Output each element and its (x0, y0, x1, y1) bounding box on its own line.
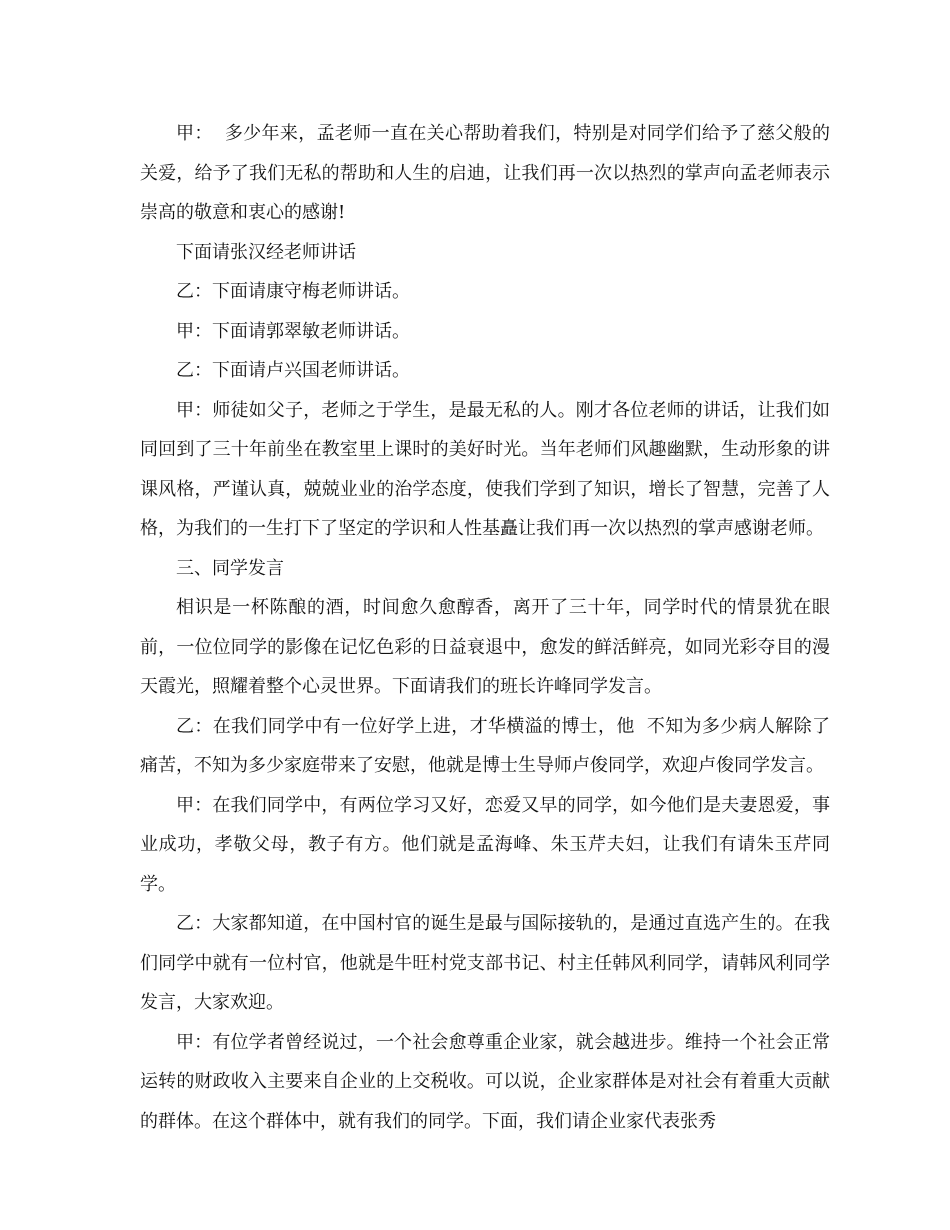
paragraph-5: 乙：下面请卢兴国老师讲话。 (176, 360, 410, 381)
paragraph-1: 甲： 多少年来，孟老师一直在关心帮助着我们，特别是对同学们给予了慈父般的关爱，给予了我们无私的帮助和人生的启迪，让我们再一次以热烈的掌声向孟老师表示崇高的敬意和衷心的感谢! (140, 123, 830, 223)
section-heading: 三、同学发言 (176, 557, 284, 579)
paragraph-4: 甲：下面请郭翠敏老师讲话。 (176, 320, 410, 342)
paragraph-3: 乙：下面请康守梅老师讲话。 (176, 281, 410, 302)
document-body (140, 114, 830, 1141)
paragraph-10: 甲：在我们同学中，有两位学习又好，恋爱又早的同学，如今他们是夫妻恩爱，事业成功，孝敬父母，教子有方。他们就是孟海峰、朱玉芹夫妇，让我们有请朱玉芹同学。 (140, 794, 830, 895)
paragraph-2: 下面请张汉经老师讲话 (176, 241, 356, 263)
paragraph-11: 乙：大家都知道，在中国村官的诞生是最与国际接轨的，是通过直选产生的。在我们同学中就有一位村官，他就是牛旺村党支部书记、村主任韩风利同学，请韩风利同学发言，大家欢迎。 (140, 913, 830, 1013)
paragraph-6: 甲：师徒如父子，老师之于学生，是最无私的人。刚才各位老师的讲话，让我们如同回到了三十年前坐在教室里上课时的美好时光。当年老师们风趣幽默，生动形象的讲课风格，严谨认真，兢兢业业的治学态度，使我们学到了知识，增长了智慧，完善了人格，为我们的一生打下了坚定的学识和人性基矗让我们再一次以热烈的掌声感谢老师。 (140, 399, 830, 539)
paragraph-8: 相识是一杯陈酿的酒，时间愈久愈醇香，离开了三十年，同学时代的情景犹在眼前，一位位同学的影像在记忆色彩的日益衰退中，愈发的鲜活鲜亮，如同光彩夺目的漫天霞光，照耀着整个心灵世界。下面请我们的班长许峰同学发言。 (140, 597, 830, 697)
paragraph-9: 乙：在我们同学中有一位好学上进，才华横溢的博士，他 不知为多少病人解除了痛苦，不知为多少家庭带来了安慰，他就是博士生导师卢俊同学，欢迎卢俊同学发言。 (140, 715, 830, 776)
paragraph-12: 甲：有位学者曾经说过，一个社会愈尊重企业家，就会越进步。维持一个社会正常运转的财政收入主要来自企业的上交税收。可以说，企业家群体是对社会有着重大贡献的群体。在这个群体中，就有我们的同学。下面，我们请企业家代表张秀 (140, 1031, 830, 1132)
